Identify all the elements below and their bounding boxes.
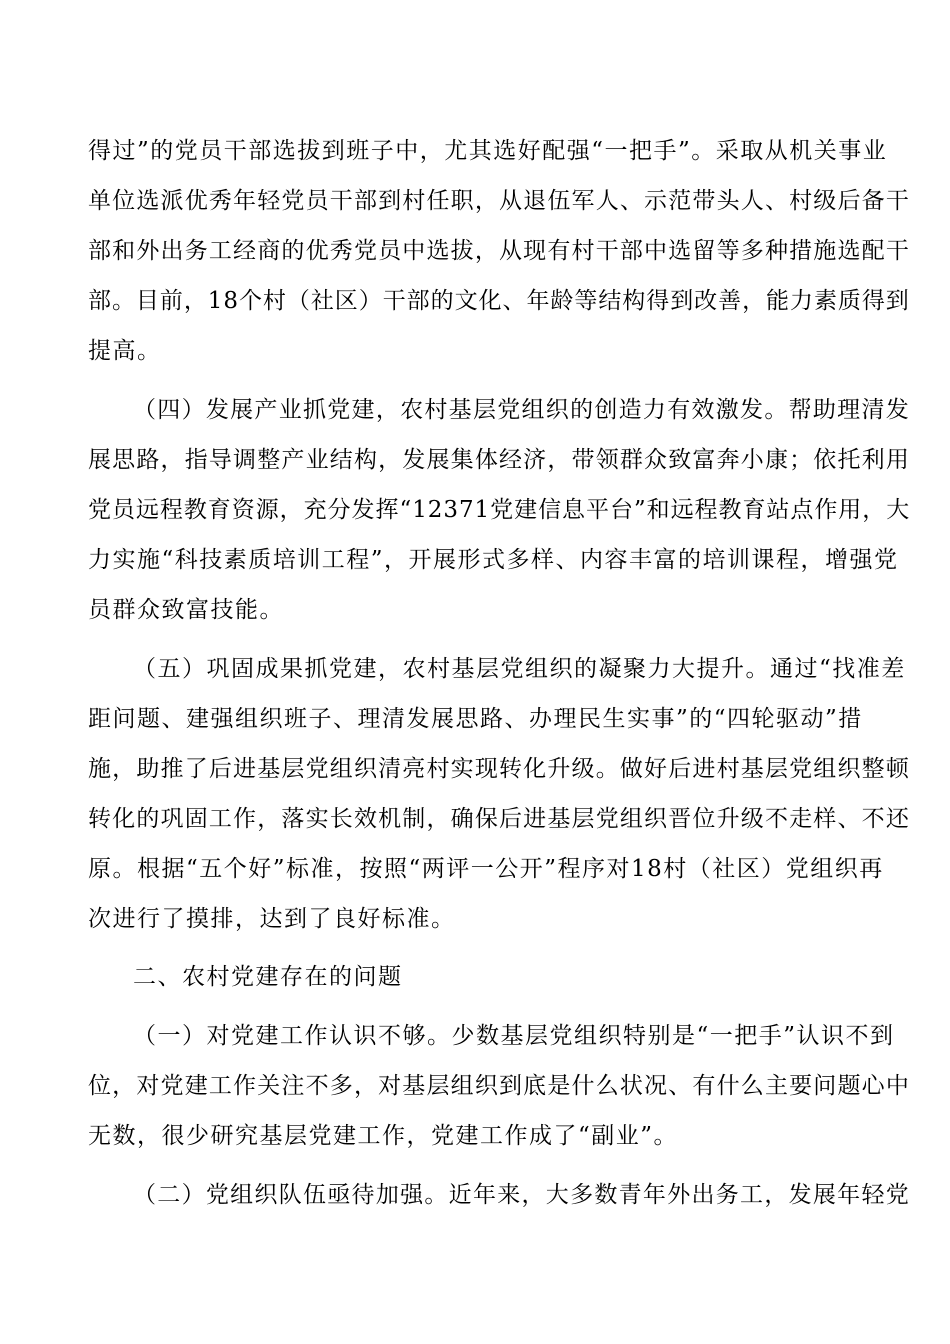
text-line: 距问题、建强组织班子、理清发展思路、办理民生实事”的“四轮驱动”措 xyxy=(88,706,863,732)
text-line: 力实施“科技素质培训工程”，开展形式多样、内容丰富的培训课程，增强党 xyxy=(88,547,899,573)
paragraph-heading-5: （五）巩固成果抓党建，农村基层党组织的凝聚力大提升。通过“找准差 xyxy=(133,656,906,682)
text-line: 部。目前，18个村（社区）干部的文化、年龄等结构得到改善，能力素质得到 xyxy=(88,288,910,314)
text-line: 得过”的党员干部选拔到班子中，尤其选好配强“一把手”。采取从机关事业 xyxy=(88,138,888,164)
text-line: 展思路，指导调整产业结构，发展集体经济，带领群众致富奔小康；依托利用 xyxy=(88,447,910,473)
text-line: 提高。 xyxy=(88,338,162,364)
paragraph-heading-1: （一）对党建工作认识不够。少数基层党组织特别是“一把手”认识不到 xyxy=(133,1023,895,1049)
text-line: 无数，很少研究基层党建工作，党建工作成了“副业”。 xyxy=(88,1123,679,1149)
text-line: 次进行了摸排，达到了良好标准。 xyxy=(88,906,456,932)
text-line: 施，助推了后进基层党组织清亮村实现转化升级。做好后进村基层党组织整顿 xyxy=(88,756,910,782)
paragraph-heading-2: （二）党组织队伍亟待加强。近年来，大多数青年外出务工，发展年轻党 xyxy=(133,1182,910,1208)
paragraph-heading-4: （四）发展产业抓党建，农村基层党组织的创造力有效激发。帮助理清发 xyxy=(133,397,910,423)
text-line: 员群众致富技能。 xyxy=(88,597,284,623)
section-heading: 二、农村党建存在的问题 xyxy=(133,964,403,990)
text-line: 单位选派优秀年轻党员干部到村任职，从退伍军人、示范带头人、村级后备干 xyxy=(88,188,910,214)
text-line: 原。根据“五个好”标准，按照“两评一公开”程序对18村（社区）党组织再 xyxy=(88,856,884,882)
text-line: 转化的巩固工作，落实长效机制，确保后进基层党组织晋位升级不走样、不还 xyxy=(88,806,910,832)
text-line: 部和外出务工经商的优秀党员中选拔，从现有村干部中选留等多种措施选配干 xyxy=(88,238,910,264)
text-line: 党员远程教育资源，充分发挥“12371党建信息平台”和远程教育站点作用，大 xyxy=(88,497,911,523)
text-line: 位，对党建工作关注不多，对基层组织到底是什么状况、有什么主要问题心中 xyxy=(88,1073,910,1099)
